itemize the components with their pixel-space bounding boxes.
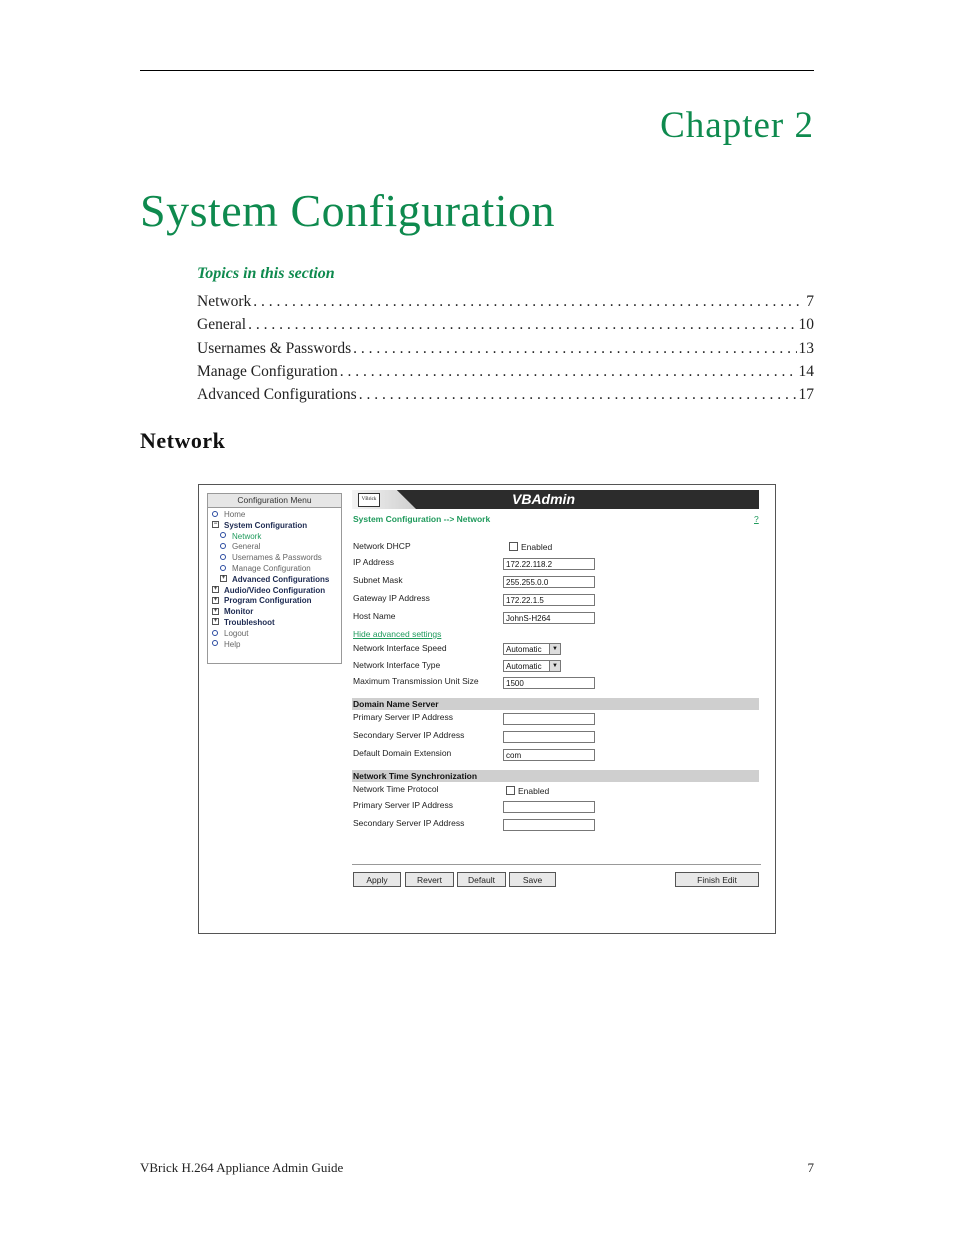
bullet-icon xyxy=(220,565,226,571)
toc-entry-label: Network xyxy=(197,293,252,310)
revert-button[interactable]: Revert xyxy=(405,872,454,887)
menu-item-system-configuration[interactable] xyxy=(208,521,341,532)
expand-icon: + xyxy=(221,575,226,582)
menu-item-general[interactable] xyxy=(208,542,341,553)
interface-speed-select[interactable] xyxy=(503,643,561,655)
menu-item-label: Troubleshoot xyxy=(224,617,275,627)
chevron-down-icon: ▼ xyxy=(549,661,560,671)
toc-leader xyxy=(248,316,796,334)
interface-speed-label: Network Interface Speed xyxy=(353,643,447,653)
host-name-label: Host Name xyxy=(353,611,396,621)
menu-item-label: Home xyxy=(224,510,246,519)
footer-guide-title: VBrick H.264 Appliance Admin Guide xyxy=(140,1160,344,1175)
toc-leader xyxy=(359,386,797,404)
select-value: Automatic xyxy=(506,645,542,654)
banner-title: VBAdmin xyxy=(512,491,575,507)
dns-primary-label: Primary Server IP Address xyxy=(353,712,453,722)
interface-type-label: Network Interface Type xyxy=(353,660,441,670)
subnet-mask-label: Subnet Mask xyxy=(353,575,403,585)
toc-entry-network[interactable] xyxy=(197,293,814,316)
gateway-label: Gateway IP Address xyxy=(353,593,430,603)
domain-extension-label: Default Domain Extension xyxy=(353,748,452,758)
dns-secondary-input[interactable] xyxy=(503,731,595,743)
toc-entry-page: 14 xyxy=(798,362,814,380)
chapter-label: Chapter 2 xyxy=(660,105,814,146)
vbrick-logo: VBrick xyxy=(358,493,380,507)
dhcp-label: Network DHCP xyxy=(353,541,411,551)
menu-item-advanced-configurations[interactable] xyxy=(208,575,341,586)
menu-item-logout[interactable] xyxy=(208,629,341,640)
dns-primary-input[interactable] xyxy=(503,713,595,725)
ntp-primary-input[interactable] xyxy=(503,801,595,813)
bullet-icon xyxy=(220,554,226,560)
select-value: Automatic xyxy=(506,662,542,671)
ntp-protocol-label: Network Time Protocol xyxy=(353,784,439,794)
menu-item-monitor[interactable] xyxy=(208,607,341,618)
vbadmin-screenshot xyxy=(198,484,776,934)
button-bar-rule xyxy=(352,864,761,865)
section-heading: Network xyxy=(140,428,226,453)
menu-item-label: Logout xyxy=(224,628,249,638)
host-name-input[interactable]: JohnS-H264 xyxy=(503,612,595,624)
header-rule xyxy=(140,70,814,71)
menu-item-program-configuration[interactable] xyxy=(208,596,341,607)
toc-leader xyxy=(340,363,797,381)
ip-address-label: IP Address xyxy=(353,557,394,567)
toc-entry-label: Usernames & Passwords xyxy=(197,339,352,357)
mtu-label: Maximum Transmission Unit Size xyxy=(353,676,479,686)
ntp-primary-label: Primary Server IP Address xyxy=(353,800,453,810)
collapse-icon: − xyxy=(213,521,218,528)
breadcrumb: System Configuration --> Network xyxy=(353,514,491,524)
chevron-down-icon: ▼ xyxy=(549,644,560,654)
footer-page-number: 7 xyxy=(807,1160,814,1175)
menu-item-label: System Configuration xyxy=(224,520,308,530)
menu-item-label: Network xyxy=(232,531,262,541)
ip-address-input[interactable]: 172.22.118.2 xyxy=(503,558,595,570)
expand-icon: + xyxy=(213,618,218,625)
bullet-icon xyxy=(212,511,218,517)
menu-item-label: Audio/Video Configuration xyxy=(224,585,326,595)
menu-item-troubleshoot[interactable] xyxy=(208,618,341,629)
menu-item-network[interactable] xyxy=(208,532,341,543)
bullet-icon xyxy=(220,543,226,549)
bullet-icon xyxy=(220,532,226,538)
toc-entry-label: Advanced Configurations xyxy=(197,386,357,404)
toc-entry-page: 10 xyxy=(798,316,814,334)
domain-extension-input[interactable]: com xyxy=(503,749,595,761)
bullet-icon xyxy=(212,640,218,646)
interface-type-select[interactable] xyxy=(503,660,561,672)
menu-item-usernames[interactable] xyxy=(208,553,341,564)
toc-entry-advanced[interactable] xyxy=(197,386,814,409)
subnet-mask-input[interactable]: 255.255.0.0 xyxy=(503,576,595,588)
ntp-checkbox[interactable] xyxy=(506,786,515,795)
dns-secondary-label: Secondary Server IP Address xyxy=(353,730,465,740)
menu-item-label: Help xyxy=(224,639,241,649)
ntp-section-header: Network Time Synchronization xyxy=(352,770,759,782)
toc-entry-page: 17 xyxy=(798,386,814,404)
configuration-menu xyxy=(207,493,342,664)
mtu-input[interactable]: 1500 xyxy=(503,677,595,689)
toc-leader xyxy=(353,340,796,358)
menu-item-label: Monitor xyxy=(224,607,254,617)
vbadmin-banner xyxy=(352,490,759,509)
ntp-secondary-label: Secondary Server IP Address xyxy=(353,818,465,828)
toc-entry-label: General xyxy=(197,316,247,334)
page-title: System Configuration xyxy=(140,185,556,236)
toc-entry-usernames[interactable] xyxy=(197,340,814,363)
ntp-checkbox-label: Enabled xyxy=(518,786,550,796)
dhcp-checkbox-label: Enabled xyxy=(521,542,553,552)
toc-entry-page: 13 xyxy=(798,339,814,357)
menu-item-label: Manage Configuration xyxy=(232,563,311,573)
expand-icon: + xyxy=(213,596,218,603)
help-link[interactable]: ? xyxy=(754,514,759,524)
menu-item-label: Program Configuration xyxy=(224,596,312,606)
menu-item-audio-video[interactable] xyxy=(208,586,341,597)
menu-item-home[interactable] xyxy=(208,510,341,521)
gateway-input[interactable]: 172.22.1.5 xyxy=(503,594,595,606)
save-button[interactable]: Save xyxy=(509,872,556,887)
toc-entry-label: Manage Configuration xyxy=(197,362,338,380)
hide-advanced-link[interactable]: Hide advanced settings xyxy=(353,629,442,639)
toc-entry-manage[interactable] xyxy=(197,363,814,386)
toc-entry-page: 7 xyxy=(806,293,814,310)
menu-item-manage-configuration[interactable] xyxy=(208,564,341,575)
menu-title: Configuration Menu xyxy=(208,494,341,508)
ntp-secondary-input[interactable] xyxy=(503,819,595,831)
toc-leader xyxy=(253,293,804,311)
topics-heading: Topics in this section xyxy=(197,265,335,282)
table-of-contents xyxy=(197,293,814,409)
expand-icon: + xyxy=(213,585,218,592)
menu-item-help[interactable] xyxy=(208,640,341,651)
default-button[interactable]: Default xyxy=(457,872,506,887)
bullet-icon xyxy=(212,630,218,636)
dhcp-checkbox[interactable] xyxy=(509,542,518,551)
apply-button[interactable]: Apply xyxy=(353,872,401,887)
expand-icon: + xyxy=(213,607,218,614)
menu-item-label: Advanced Configurations xyxy=(232,574,330,584)
dns-section-header: Domain Name Server xyxy=(352,698,759,710)
menu-item-label: General xyxy=(232,542,261,552)
menu-item-label: Usernames & Passwords xyxy=(232,553,322,563)
toc-entry-general[interactable] xyxy=(197,316,814,339)
finish-edit-button[interactable]: Finish Edit xyxy=(675,872,759,887)
